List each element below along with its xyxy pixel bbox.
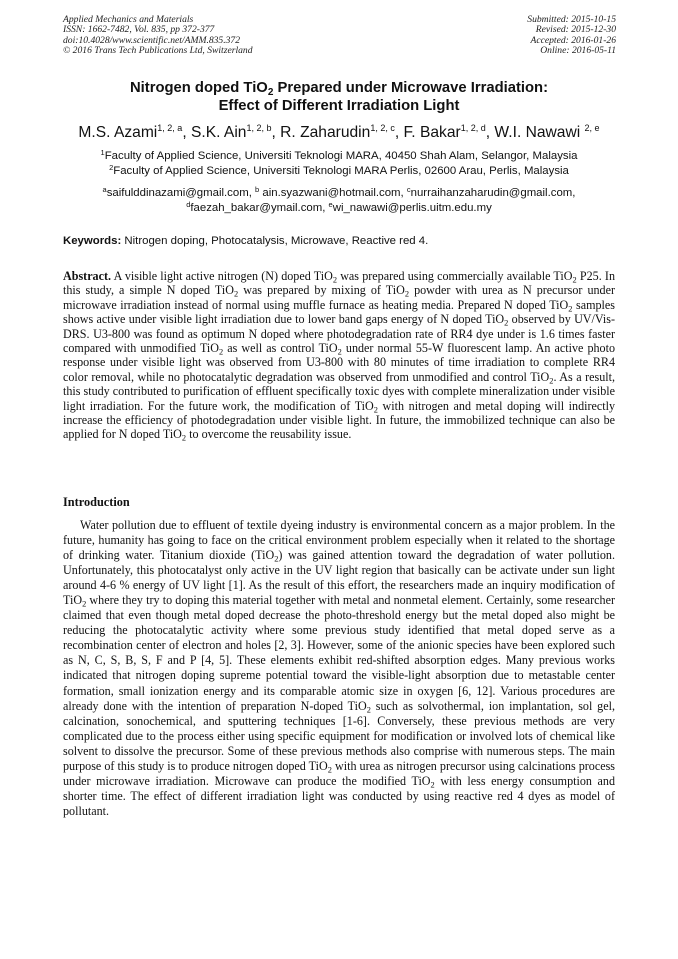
author-name: R. Zaharudin bbox=[280, 124, 371, 141]
date-online: Online: 2016-05-11 bbox=[540, 45, 616, 57]
subscript: 2 bbox=[219, 347, 224, 357]
subscript: 2 bbox=[274, 554, 279, 564]
email-mark: c bbox=[406, 185, 411, 194]
author-name: M.S. Azami bbox=[78, 124, 158, 141]
subscript: 2 bbox=[572, 275, 577, 285]
email-address: saifulddinazami@gmail.com, bbox=[106, 187, 256, 199]
abstract-label: Abstract. bbox=[63, 269, 112, 283]
publication-dates bbox=[527, 15, 616, 57]
text-run: with less energy consumption and shorter time. The effect of different irradiation light was conducted by using reactive red 4 dyes as model of pollutant. bbox=[63, 773, 616, 818]
author-affiliation-mark: 1, 2, c bbox=[370, 123, 395, 133]
text-run: was prepared by mixing of TiO bbox=[238, 283, 405, 298]
author-affiliation-mark: 1, 2, d bbox=[460, 123, 486, 133]
subscript: 2 bbox=[404, 289, 410, 299]
title-line-2: Effect of Different Irradiation Light bbox=[218, 98, 460, 114]
affiliation-line bbox=[20, 164, 658, 179]
email-address: faezah_bakar@ymail.com, bbox=[190, 201, 329, 214]
email-list bbox=[20, 186, 658, 215]
affiliation-list bbox=[20, 149, 658, 178]
affiliation-line bbox=[20, 149, 658, 164]
subscript: 2 bbox=[337, 347, 342, 357]
author-list bbox=[20, 123, 658, 142]
text-run: samples shows active under visible light irradiation due to lower band gaps energy of N doped TiO bbox=[63, 297, 615, 327]
abstract bbox=[63, 269, 615, 442]
affiliation-mark: 2 bbox=[109, 162, 114, 172]
subscript: 2 bbox=[568, 304, 573, 314]
author-affiliation-mark: 1, 2, a bbox=[157, 123, 183, 133]
introduction-heading: Introduction bbox=[63, 495, 130, 509]
email-mark: d bbox=[186, 199, 191, 209]
subscript: 2 bbox=[504, 318, 509, 328]
subscript: 2 bbox=[366, 705, 371, 715]
affiliation-text: Faculty of Applied Science, Universiti Teknologi MARA, 40450 Shah Alam, Selangor, Malaysia bbox=[104, 150, 578, 162]
text-run: ) was gained attention toward the degradation of water pollution. Unfortunately, this photocatalyst only active in the UV light region that basically can be activate under sun light around 4-6 % energy of UV light [1]. As the result of this effort, the researchers made an inquiry modification of TiO bbox=[63, 548, 615, 608]
text-run: where they try to doping this material together with metal and nonmetal element. Certainly, some researcher claimed that even though metal doped decrease the photo-threshold energy but the metal doped also might be reducing the photocatalytic activity where some previous study identified that metal doped serve as a recombination center of electron and holes [2, 3]. However, some of the anionic species have been explored such as N, C, S, B, S, F and P [4, 5]. These elements exhibit red-shifted absorption edges. Many previous works indicated that nitrogen doping supreme potential toward the visible-light absorption due to metastable center formation, small ionization energy and its comparable atomic size in oxygen [6, 12]. Various procedures are already done with the intention of preparation N-doped TiO bbox=[63, 593, 615, 713]
text-run: under normal 55-W fluorescent lamp. An active photo response under visible light was observed from U3-800 with 80 minutes of time irradiation to complete RR4 color removal, while no photocatalytic degradation was observed from unmodified and control TiO bbox=[63, 341, 615, 384]
date-revised: Revised: 2015-12-30 bbox=[535, 24, 616, 36]
date-submitted: Submitted: 2015-10-15 bbox=[527, 14, 616, 25]
author-name: S.K. Ain bbox=[190, 124, 247, 141]
text-run: with nitrogen and metal doping will indirectly increase the efficiency of photodegradation under visible light. In future, the immobilized technique can also be applied for N doped TiO bbox=[63, 398, 616, 442]
text-run: such as solvothermal, ion implantation, sol gel, calcination, sonochemical, and sputtering techniques [1-6]. Conversely, these previous methods are very complicated due to the process either using specific equipment for modification or involved lots of chemical like solvent to dissolve the precursor. Some of these previous methods also comprise with numerous steps. The main purpose of this study is to produce nitrogen doped TiO bbox=[63, 698, 615, 773]
author-affiliation-mark: 1, 2, b bbox=[246, 123, 272, 133]
author-separator: , bbox=[485, 124, 495, 141]
subscript: 2 bbox=[82, 599, 87, 609]
affiliation-mark: 1 bbox=[100, 148, 105, 157]
text-run: as well as control TiO bbox=[223, 341, 338, 356]
author-affiliation-mark: 2, e bbox=[584, 123, 600, 133]
text-run: observed by UV/Vis-DRS. U3-800 was found as optimum N doped where photodegradation rate of RR4 dye under is 1.6 times faster compared with unmodified TiO bbox=[63, 312, 615, 356]
author-separator: , bbox=[182, 124, 191, 141]
date-accepted: Accepted: 2016-01-26 bbox=[530, 34, 616, 46]
text-run: was prepared using commercially available TiO bbox=[337, 269, 573, 283]
subscript: 2 bbox=[327, 765, 332, 775]
author-name: F. Bakar bbox=[403, 124, 461, 141]
text-run: P25. In this study, a simple N doped TiO bbox=[63, 269, 615, 298]
journal-issn: ISSN: 1662-7482, Vol. 835, pp 372-377 bbox=[63, 24, 215, 36]
email-address: nurraihanzaharudin@gmail.com, bbox=[410, 187, 576, 199]
text-run: . As a result, this study contributed to purification of effluent specifically toxic dyes with complete mineralization under visible light irradiation. For the future work, the modification of TiO bbox=[63, 369, 615, 413]
journal-info bbox=[63, 15, 253, 57]
text-run: Water pollution due to effluent of textile dyeing industry is environmental concern as a major problem. In the future, humanity has going to face on the critical environment problem especially when it related to the shortage of drinking water. Titanium dioxide (TiO bbox=[63, 518, 615, 563]
title-part: Prepared under Microwave Irradiation: bbox=[273, 80, 549, 96]
title-subscript: 2 bbox=[267, 87, 274, 98]
author-separator: , bbox=[271, 124, 281, 141]
affiliation-text: Faculty of Applied Science, Universiti Teknologi MARA Perlis, 02600 Arau, Perlis, Malaysia bbox=[113, 164, 569, 177]
text-run: to overcome the reusability issue. bbox=[186, 427, 352, 442]
subscript: 2 bbox=[373, 405, 378, 415]
journal-copyright: © 2016 Trans Tech Publications Ltd, Switzerland bbox=[63, 45, 253, 57]
subscript: 2 bbox=[549, 376, 554, 386]
paper-title bbox=[40, 79, 638, 115]
title-part: Nitrogen doped TiO bbox=[129, 80, 268, 96]
email-mark: e bbox=[328, 199, 333, 209]
email-address: ain.syazwani@hotmail.com, bbox=[259, 187, 407, 199]
author-separator: , bbox=[394, 124, 404, 141]
author-name: W.I. Nawawi bbox=[494, 124, 585, 141]
keywords-label: Keywords: bbox=[63, 235, 122, 247]
introduction-body bbox=[63, 518, 615, 819]
email-mark: b bbox=[255, 185, 260, 194]
subscript: 2 bbox=[181, 433, 187, 443]
keywords bbox=[63, 234, 615, 248]
subscript: 2 bbox=[430, 780, 435, 790]
email-address: wi_nawawi@perlis.uitm.edu.my bbox=[332, 201, 492, 214]
subscript: 2 bbox=[332, 275, 337, 285]
subscript: 2 bbox=[233, 289, 239, 299]
text-run: powder with urea as N precursor under microwave irradiation instead of normal using muffle furnace as heating media. Prepared N doped TiO bbox=[63, 283, 615, 312]
journal-doi: doi:10.4028/www.scientific.net/AMM.835.372 bbox=[63, 34, 241, 46]
text-run: with urea as nitrogen precursor using calcinations process under microwave irradiation. Microwave can produce the modified TiO bbox=[63, 758, 616, 788]
keywords-text: Nitrogen doping, Photocatalysis, Microwave, Reactive red 4. bbox=[121, 235, 429, 247]
email-mark: a bbox=[102, 185, 107, 194]
journal-name: Applied Mechanics and Materials bbox=[63, 14, 194, 25]
text-run: A visible light active nitrogen (N) doped TiO bbox=[111, 269, 333, 283]
